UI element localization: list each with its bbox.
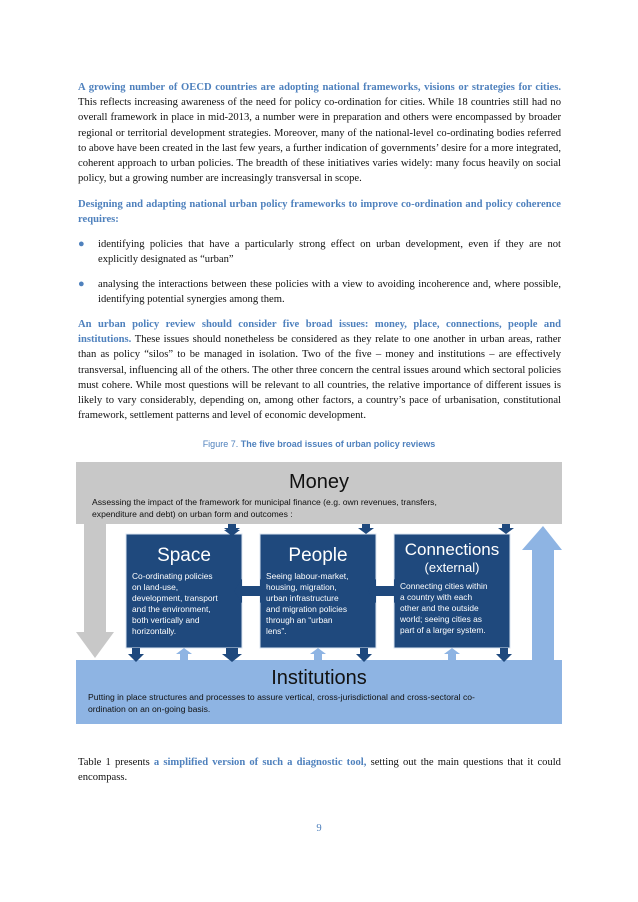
people-line: Seeing labour-market, (266, 571, 349, 581)
connections-line: part of a larger system. (400, 625, 486, 635)
paragraph-frameworks (78, 80, 561, 186)
bullet-text: identifying policies that have a particularly strong effect on urban development, even if they are not explicitly designated as “urban” (98, 239, 561, 266)
paragraph-body: This reflects increasing awareness of the need for policy co-ordination for cities. While 18 countries still had no overall framework in place in mid-2013, a number were in preparation and others were encompassed by broader regional or territorial development strategies. Moreover, many of the national-level co-ordinating bodies referred to above have been created in the last few years, a further indication of governments’ desire for a more integrated, coherent approach to urban policies. The breadth of these initiatives varies widely: many focus heavily on social policy, but a growing number are increasingly transversal in scope. (78, 97, 561, 185)
bullet-text: analysing the interactions between these policies with a view to avoiding incoherence and, where possible, identifying potential synergies among them. (98, 279, 561, 306)
diagnostic-tool-link[interactable]: a simplified version of such a diagnostic tool, (153, 757, 367, 768)
people-up-arrow (310, 648, 326, 660)
paragraph-requirements (78, 197, 561, 227)
space-up-arrow (176, 648, 192, 660)
money-title: Money (288, 471, 350, 493)
space-line: horizontally. (132, 626, 177, 636)
people-bottom-arrow (356, 648, 372, 662)
people-box (260, 534, 376, 648)
paragraph-table-reference (78, 755, 561, 785)
five-issues-diagram (76, 462, 562, 724)
figure-caption (0, 439, 638, 449)
space-box (126, 534, 242, 648)
connections-line: Connecting cities within (400, 581, 488, 591)
space-line: Co-ordinating policies (132, 571, 213, 581)
bullet-icon: ● (78, 278, 85, 290)
people-line: urban infrastructure (266, 593, 339, 603)
connections-title: Connections (404, 540, 500, 559)
connections-line: a country with each (400, 592, 473, 602)
space-line: and the environment, (132, 604, 211, 614)
money-desc-line1: Assessing the impact of the framework for municipal finance (e.g. own revenues, transfers, (92, 497, 437, 507)
connections-subtitle: (external) (424, 560, 480, 575)
connections-box (394, 534, 510, 648)
figure-caption-title: The five broad issues of urban policy reviews (240, 439, 436, 449)
page-number: 9 (316, 823, 322, 834)
institutions-desc-line1: Putting in place structures and processes to assure vertical, cross-jurisdictional and cross-sectoral co- (88, 692, 475, 702)
space-line: both vertically and (132, 615, 200, 625)
space-line: development, transport (132, 593, 218, 603)
people-title: People (288, 545, 348, 566)
paragraph-lead: A growing number of OECD countries are adopting national frameworks, visions or strategies for cities. (78, 82, 561, 93)
connections-bottom-arrow (496, 648, 512, 662)
money-desc-line2: expenditure and debt) on urban form and outcomes : (92, 509, 293, 519)
paragraph-text-before: Table 1 presents (78, 757, 154, 768)
connections-line: other and the outside (400, 603, 479, 613)
space-left-down-arrow (128, 648, 144, 662)
connections-up-arrow (444, 648, 460, 660)
money-to-space-arrow (224, 524, 240, 534)
space-line: on land-use, (132, 582, 179, 592)
people-line: through an “urban (266, 615, 333, 625)
paragraph-five-issues (78, 317, 561, 423)
paragraph-text-after: setting out the main questions that it could encompass. (78, 757, 561, 784)
money-to-people-arrow (358, 524, 374, 534)
institutions-desc-line2: ordination on an on-going basis. (88, 704, 211, 714)
paragraph-lead: Designing and adapting national urban policy frameworks to improve co-ordination and policy coherence requires: (78, 199, 561, 226)
money-to-connections-arrow (498, 524, 514, 534)
paragraph-lead: An urban policy review should consider five broad issues: money, place, connections, people and institutions. (78, 319, 561, 346)
bullet-icon: ● (78, 238, 85, 250)
people-line: and migration policies (266, 604, 348, 614)
institutions-up-arrow (522, 526, 562, 662)
space-title: Space (157, 545, 211, 566)
paragraph-body: These issues should nonetheless be considered as they relate to one another in urban areas, rather than as policy “silos” to be managed in isolation. Two of the five – money and institutions – are effectively transversal, influencing all of the others. The other three concern the central issues around which sectoral policies must cohere. While most questions will be relevant to all countries, the relative importance of different issues is likely to vary considerably, depending on, among other factors, a country’s pace of urbanisation, constitutional framework, settlement patterns and level of economic development. (78, 334, 561, 422)
figure-caption-prefix: Figure 7. (202, 439, 239, 449)
people-line: lens”. (266, 626, 287, 636)
people-line: housing, migration, (266, 582, 337, 592)
institutions-title: Institutions (271, 667, 367, 689)
connections-line: world; seeing cities as (400, 614, 482, 624)
money-down-arrow (76, 524, 114, 658)
